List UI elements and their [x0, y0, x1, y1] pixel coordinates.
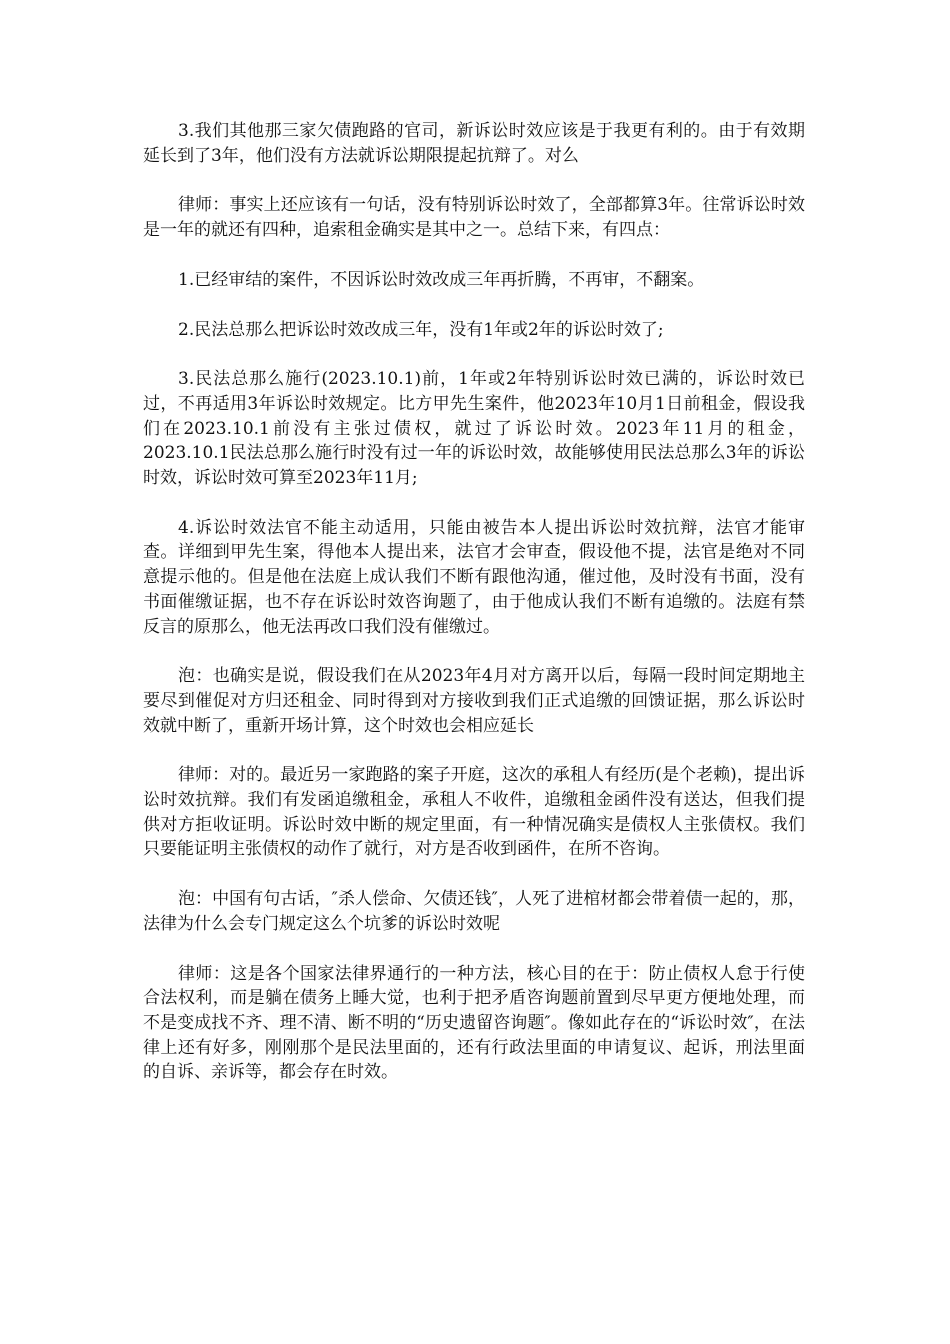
paragraph-3: 1.已经审结的案件，不因诉讼时效改成三年再折腾，不再审，不翻案。: [178, 269, 705, 290]
paragraph-9: 泡：中国有句古话，″杀人偿命、欠债还钱″，人死了进棺材都会带着债一起的，那，法律为什么会专门规定这么个坑爹的诉讼时效呢: [143, 889, 805, 934]
document-page: [143, 119, 805, 1110]
paragraph-5: 3.民法总那么施行(2023.10.1)前，1年或2年特别诉讼时效已满的，诉讼时效已过，不再适用3年诉讼时效规定。比方甲先生案件，他2023年10月1日前租金，假设我们在2023.10.1前没有主张过债权，就过了诉讼时效。2023年11月的租金，2023.10.1民法总那么施行时没有过一年的诉讼时效，故能够使用民法总那么3年的诉讼时效，诉讼时效可算至2023年11月;: [143, 369, 805, 489]
paragraph-8: 律师：对的。最近另一家跑路的案子开庭，这次的承租人有经历(是个老赖)，提出诉讼时效抗辩。我们有发函追缴租金，承租人不收件，追缴租金函件没有送达，但我们提供对方拒收证明。诉讼时效中断的规定里面，有一种情况确实是债权人主张债权。我们只要能证明主张债权的动作了就行，对方是否收到函件，在所不咨询。: [143, 765, 805, 860]
paragraph-1: 3.我们其他那三家欠债跑路的官司，新诉讼时效应该是于我更有利的。由于有效期延长到了3年，他们没有方法就诉讼期限提起抗辩了。对么: [143, 121, 805, 166]
paragraph-10: 律师：这是各个国家法律界通行的一种方法，核心目的在于：防止债权人怠于行使合法权利，而是躺在债务上睡大觉，也利于把矛盾咨询题前置到尽早更方便地处理，而不是变成找不齐、理不清、断不明的“历史遗留咨询题″。像如此存在的“诉讼时效″，在法律上还有好多，刚刚那个是民法里面的，还有行政法里面的申请复议、起诉，刑法里面的自诉、亲诉等，都会存在时效。: [143, 963, 805, 1083]
paragraph-6: 4.诉讼时效法官不能主动适用，只能由被告本人提出诉讼时效抗辩，法官才能审查。详细到甲先生案，得他本人提出来，法官才会审查，假设他不提，法官是绝对不同意提示他的。但是他在法庭上成认我们不断有跟他沟通，催过他，及时没有书面，没有书面催缴证据，也不存在诉讼时效咨询题了，由于他成认我们不断有追缴的。法庭有禁反言的原那么，他无法再改口我们没有催缴过。: [143, 517, 805, 637]
paragraph-2: 律师：事实上还应该有一句话，没有特别诉讼时效了，全部都算3年。往常诉讼时效是一年的就还有四种，追索租金确实是其中之一。总结下来，有四点：: [143, 195, 805, 241]
paragraph-4: 2.民法总那么把诉讼时效改成三年，没有1年或2年的诉讼时效了;: [178, 319, 664, 340]
paragraph-7: 泡：也确实是说，假设我们在从2023年4月对方离开以后，每隔一段时间定期地主要尽到催促对方归还租金、同时得到对方接收到我们正式追缴的回馈证据，那么诉讼时效就中断了，重新开场计算，这个时效也会相应延长: [143, 666, 805, 736]
